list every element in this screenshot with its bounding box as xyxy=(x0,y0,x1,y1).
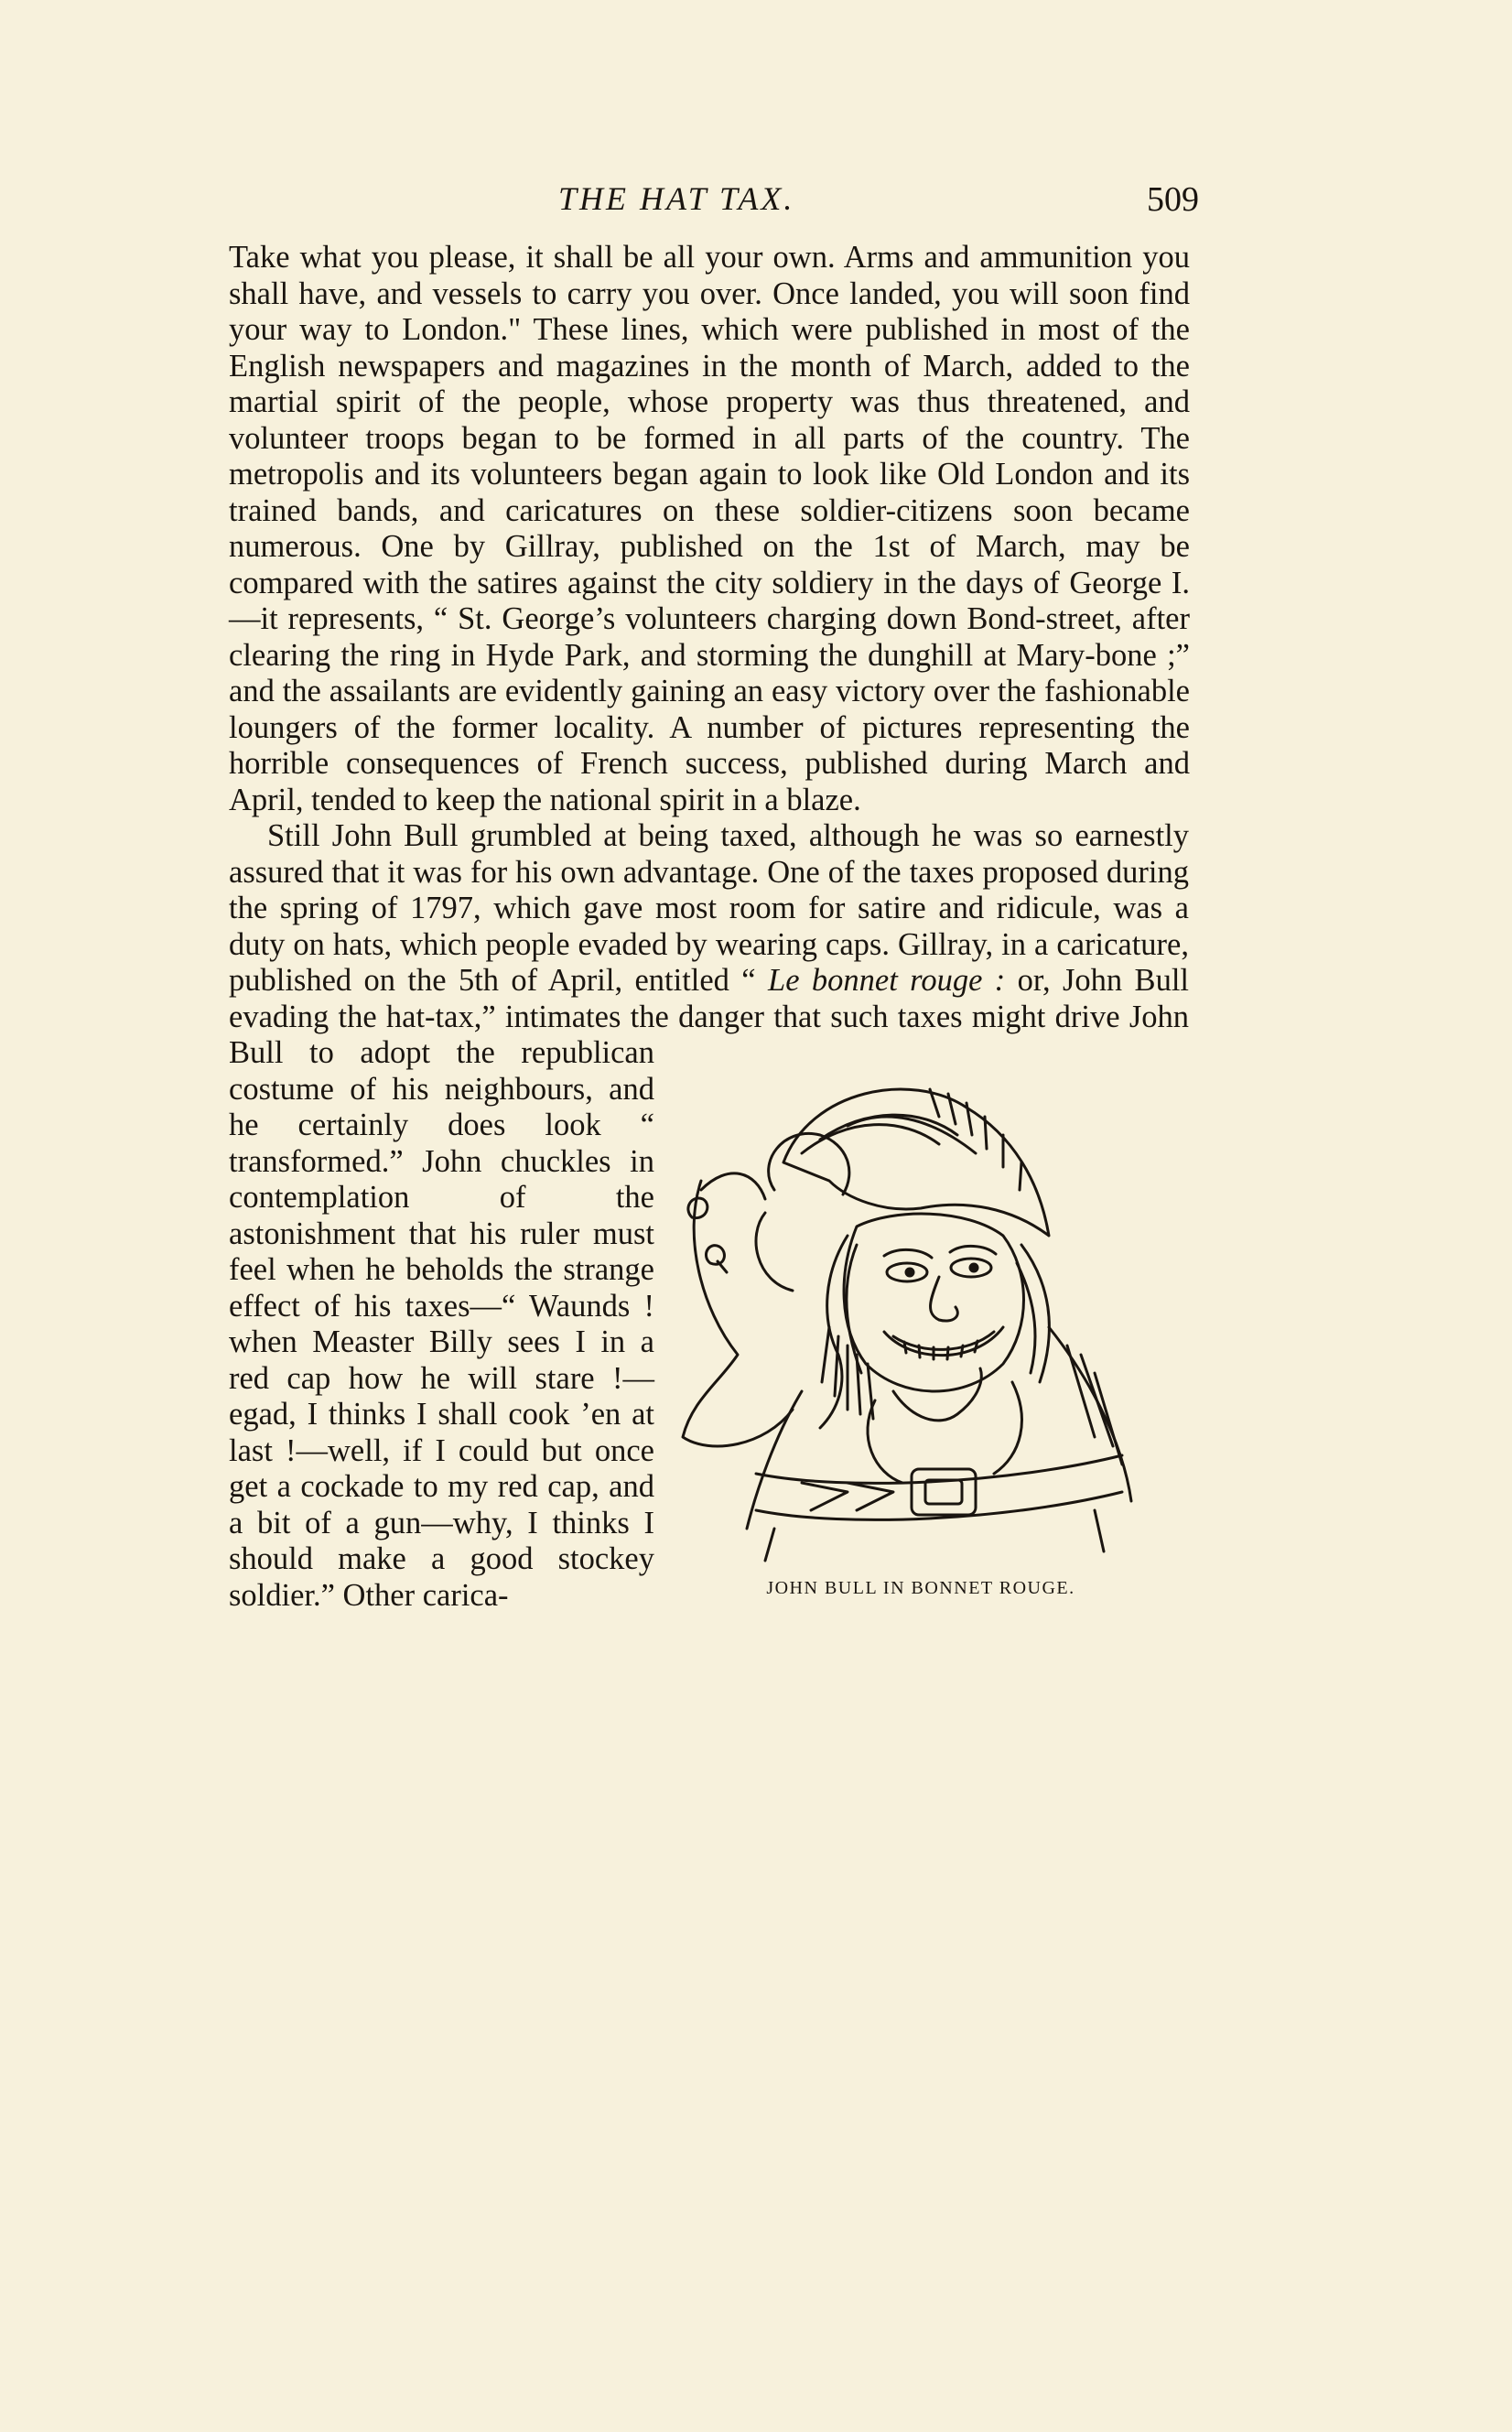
figure xyxy=(664,1053,1177,1599)
running-title: THE HAT TAX. xyxy=(558,180,795,217)
paragraph-1: Take what you please, it shall be all your own. Arms and ammunition you shall have, and vessels to carry you over. Once landed, you will soon find your way to London." These lines, which were published in most of the English newspapers and magazines in the month of March, added to the martial spirit of the people, whose property was thus threatened, and volunteer troops began to be formed in all parts of the country. The metropolis and its volunteers began again to look like Old London and its trained bands, and caricatures on these soldier-citizens soon became numerous. One by Gillray, published on the 1st of March, may be compared with the satires against the city soldiery in the days of George I.—it represents, “ St. George’s volunteers charging down Bond-street, after clearing the ring in Hyde Park, and storming the dunghill at Mary-bone ;” and the assailants are evidently gaining an easy victory over the fashionable loungers of the former locality. A number of pictures representing the horrible consequences of French success, published during March and April, tended to keep the national spirit in a blaze. xyxy=(229,240,1190,817)
paragraph-2-part-a: Still John Bull grumbled at being taxed, although he was so earnestly assured that it was for his own advantage. One of the taxes proposed during the spring of 1797, which gave most room for satire and ridicule, was a duty on hats, which people evaded by wearing caps. Gillray, in a caricature, published on the 5th of April, entitled “ xyxy=(229,818,1189,998)
paragraph-2-part-b: or, John Bull evading the hat-tax,” intimates the danger that such taxes might drive John Bull to adopt the republican costume of his neighbours, and he certainly does look “ transformed.” John chuckles in contemplation of the astonishment that his ruler must feel when he beholds the strange effect of his taxes—“ Waunds ! when Measter Billy sees I in a red cap how he will stare !—egad, I thinks I shall cook ’en at last !—well, if I could but once get a cockade to my red cap, and a bit of a gun—why, I thinks I should make a good stockey soldier.” Other carica- xyxy=(229,963,1189,1613)
john-bull-illustration xyxy=(664,1053,1177,1565)
page-number: 509 xyxy=(1147,180,1199,219)
figure-caption: JOHN BULL IN BONNET ROUGE. xyxy=(766,1578,1075,1598)
figure-spacer-lead xyxy=(1189,818,1190,1053)
caricature-title: Le bonnet rouge : xyxy=(768,963,1018,998)
page-header xyxy=(229,179,1199,234)
